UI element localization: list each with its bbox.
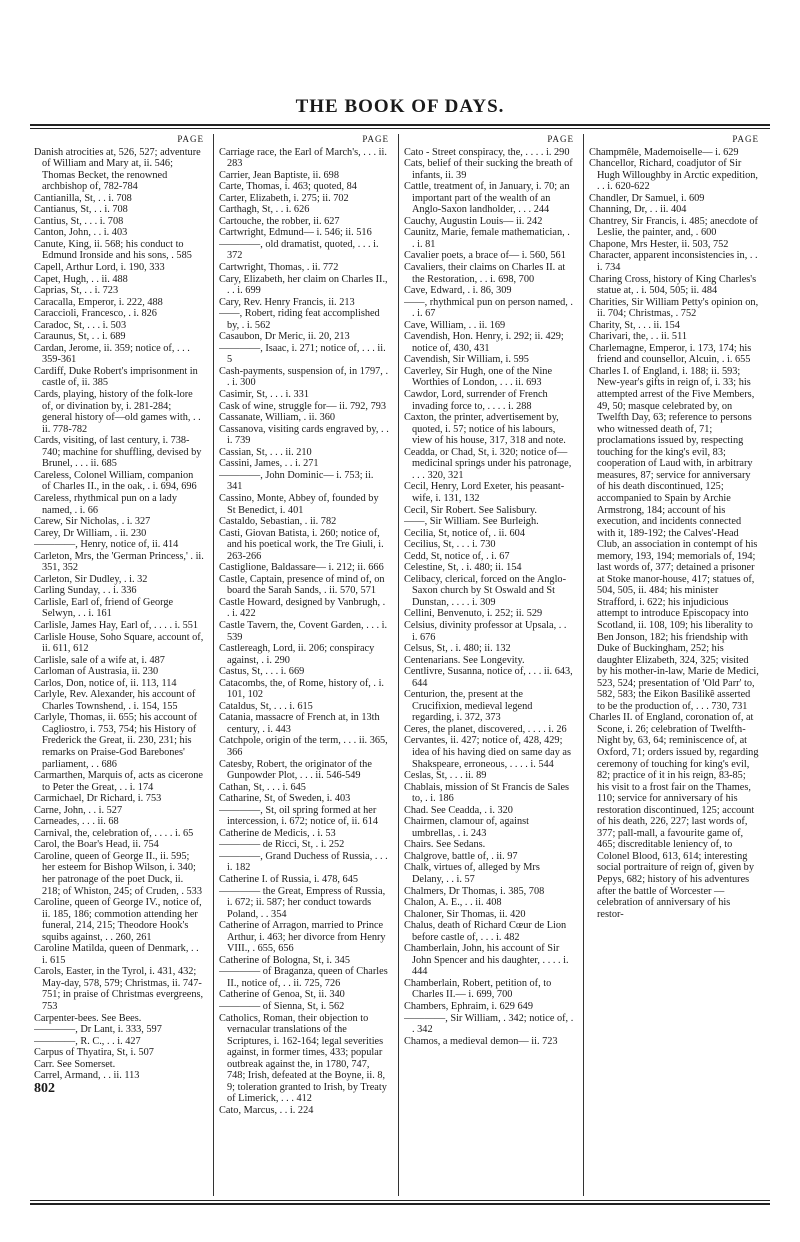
index-entry: Canton, John, . . i. 403: [34, 227, 128, 239]
index-entry: Centurion, the, present at the Crucifixion, medieval legend regarding, i. 372, 373: [404, 689, 533, 724]
index-entry: Carol, the Boar's Head, ii. 754: [34, 839, 159, 851]
index-entry: Cawdor, Lord, surrender of French invading force to, . . . . i. 288: [404, 389, 548, 412]
index-entry: Castaldo, Sebastian, . ii. 782: [219, 516, 337, 528]
index-entry: Carlyle, Thomas, ii. 655; his account of Cagliostro, i. 753, 754; his History of Frederick the Great, ii. 230, 231; his remarks on Praise-God Barebones' parliament, . . 686: [34, 712, 198, 770]
index-entry: Carpus of Thyatira, St, i. 507: [34, 1047, 154, 1059]
index-entry: Chairs. See Sedans.: [404, 839, 486, 851]
index-entry: Carthagh, St, . . i. 626: [219, 204, 310, 216]
index-entry: Cary, Rev. Henry Francis, ii. 213: [219, 296, 355, 308]
index-entry: Cash-payments, suspension of, in 1797, . . i. 300: [219, 365, 389, 389]
index-entry: Chancellor, Richard, coadjutor of Sir Hugh Willoughby in Arctic expedition, . . i. 620-622: [589, 158, 758, 193]
index-entry: Canute, King, ii. 568; his conduct to Edmund Ironside and his sons, . 585: [34, 238, 192, 262]
index-entry: Cantius, St, . . . i. 708: [34, 215, 124, 227]
index-entry: Chamberlain, Robert, petition of, to Charles II.— i. 699, 700: [404, 977, 552, 1001]
index-entry: Cave, William, . . ii. 169: [404, 319, 506, 331]
index-entry: Cato, Marcus, . . i. 224: [219, 1104, 314, 1116]
index-entry: Caraccioli, Francesco, . i. 826: [34, 308, 157, 320]
footer-rule-thin: [30, 1200, 770, 1201]
index-entry: Chablais, mission of St Francis de Sales to, . i. 186: [404, 781, 570, 805]
index-entry: Carling Sunday, . . i. 336: [34, 585, 137, 597]
index-entry: Charities, Sir William Petty's opinion on, ii. 704; Christmas, . 752: [589, 296, 759, 320]
index-entry: Cask of wine, struggle for— ii. 792, 793: [219, 400, 387, 412]
page-label: PAGE: [362, 134, 389, 144]
index-entry: Cataldus, St, . . . i. 615: [219, 700, 313, 712]
index-entry: Casaubon, Dr Meric, ii. 20, 213: [219, 331, 350, 343]
index-entry: ——, Robert, riding feat accomplished by, . i. 562: [219, 308, 380, 331]
index-entry: ————, old dramatist, quoted, . . . i. 372: [219, 238, 379, 262]
index-entry: Cavaliers, their claims on Charles II. at the Restoration, . . i. 698, 700: [404, 262, 566, 285]
index-entry: ———— of Sienna, St, i. 562: [219, 1001, 345, 1013]
index-entry: Cave, Edward, . i. 86, 309: [404, 285, 512, 297]
index-entry: Cassanova, visiting cards engraved by, . . i. 739: [219, 423, 389, 447]
index-entry: Careless, Colonel William, companion of Charles II., in the oak, . i. 694, 696: [34, 469, 197, 493]
index-column-3: [404, 134, 574, 1196]
index-entry: Carlisle, sale of a wife at, i. 487: [34, 654, 165, 666]
page-label: PAGE: [547, 134, 574, 144]
index-entry: Cavendish, Sir William, i. 595: [404, 354, 529, 366]
index-entry: Chamos, a medieval demon— ii. 723: [404, 1035, 558, 1047]
index-entry: Carriage race, the Earl of March's, . . . ii. 283: [219, 146, 387, 170]
index-entry: Chad. See Ceadda, . i. 320: [404, 804, 513, 816]
index-entry: Castle, Captain, presence of mind of, on board the Sarah Sands, . ii. 570, 571: [219, 573, 385, 597]
index-entry: Cervantes, ii. 427; notice of, 428, 429; idea of his having died on same day as Shakspeare, erroneous, . . . . i. 544: [404, 735, 571, 770]
index-entry: Castle Tavern, the, Covent Garden, . . . i. 539: [219, 619, 388, 643]
index-entry: Carloman of Austrasia, ii. 230: [34, 666, 159, 678]
footer-rule: [30, 1203, 770, 1205]
index-entry: Chalus, death of Richard Cœur de Lion before castle of, . . . i. 482: [404, 920, 567, 943]
index-entry: Caroline, queen of George IV., notice of, ii. 185, 186; commotion attending her funeral, 214, 215; Theodore Hook's squibs against, . . 260, 261: [34, 897, 202, 943]
header-rule: [30, 124, 770, 126]
index-entry: Chantrey, Sir Francis, i. 485; anecdote of Leslie, the painter, and, . 600: [589, 215, 758, 239]
index-entry: Cardiff, Duke Robert's imprisonment in castle of, ii. 385: [34, 365, 198, 389]
index-entry: Charivari, the, . . ii. 511: [589, 331, 687, 343]
index-entry: Casimir, St, . . . i. 331: [219, 389, 309, 401]
index-entry: Chapone, Mrs Hester, ii. 503, 752: [589, 238, 729, 250]
index-entry: Champmêle, Mademoiselle— i. 629: [589, 146, 739, 158]
index-entry: ————, St, oil spring formed at her intercession, i. 672; notice of, ii. 614: [219, 804, 378, 828]
index-entry: Celsius, divinity professor at Upsala, . . i. 676: [404, 619, 567, 643]
index-entry: Cavalier poets, a brace of— i. 560, 561: [404, 250, 566, 262]
column-divider: [398, 134, 399, 1196]
index-entry: Capell, Arthur Lord, i. 190, 333: [34, 262, 165, 274]
index-entry: Cathan, St, . . . i. 645: [219, 781, 306, 793]
index-entry: Cats, belief of their sucking the breath of infants, ii. 39: [404, 158, 573, 181]
index-entry: Character, apparent inconsistencies in, . . i. 734: [589, 250, 758, 274]
index-entry: Carneades, . . . ii. 68: [34, 816, 119, 828]
index-entry: Careless, rhythmical pun on a lady named, . i. 66: [34, 492, 177, 516]
index-entry: Cauchy, Augustin Louis— ii. 242: [404, 215, 543, 227]
index-entry: Cartwright, Thomas, . ii. 772: [219, 262, 339, 274]
index-entry: Charity, St, . . . ii. 154: [589, 319, 680, 331]
index-entry: Cecil, Henry, Lord Exeter, his peasant-wife, i. 131, 132: [404, 481, 565, 504]
index-entry: Cartouche, the robber, ii. 627: [219, 215, 340, 227]
index-entry: Cantianilla, St, . . i. 708: [34, 192, 132, 204]
index-entry: Caprias, St, . . i. 723: [34, 285, 119, 297]
index-entry: Channing, Dr, . . ii. 404: [589, 204, 687, 216]
index-entry: Carmichael, Dr Richard, i. 753: [34, 793, 162, 805]
index-entry: Catesby, Robert, the originator of the Gunpowder Plot, . . . ii. 546-549: [219, 758, 372, 782]
index-entry: ———— de Ricci, St, . i. 252: [219, 839, 345, 851]
index-entry: Chalgrove, battle of, . ii. 97: [404, 850, 518, 862]
index-entry: Chairmen, clamour of, against umbrellas, . i. 243: [404, 816, 529, 839]
index-entry: Capet, Hugh, . . ii. 488: [34, 273, 128, 285]
index-entry: Carte, Thomas, i. 463; quoted, 84: [219, 181, 357, 193]
index-entry: ——, Sir William. See Burleigh.: [404, 516, 539, 528]
index-entry: Carnival, the, celebration of, . . . . i. 65: [34, 827, 194, 839]
index-entry: Ceslas, St, . . . ii. 89: [404, 770, 487, 782]
index-entry: Cattle, treatment of, in January, i. 70; an important part of the wealth of an Anglo-Saxon landholder, . . . 244: [404, 181, 570, 216]
index-entry: Celibacy, clerical, forced on the Anglo-Saxon church by St Oswald and St Dunstan, . . . . i. 309: [404, 573, 567, 608]
index-entry: Cantianus, St, . . i. 708: [34, 204, 128, 216]
column-divider: [583, 134, 584, 1196]
page-number: 802: [34, 1080, 55, 1096]
index-entry: Charles II. of England, coronation of, at Scone, i. 26; celebration of Twelfth-Night by, 63, 64; reminiscence of, at Oxford, 71; orders issued by, regarding ceremony of touching for king's evil, 82; practice of it in his reign, 83-85; his visit to a frost fair on the Thames, 110; service for anniversary of his restoration discontinued, 125; account of his death, 226, 227; last words of, 377; pall-mall, a favourite game of, 465; discreditable leniency of, to Colonel Blood, 613, 614; interesting social portraiture of reign of, given by Pepys, 682; history of his adventures after the battle of Worcester — celebration of anniversary of his restor-: [589, 712, 759, 920]
index-entry: ————, Dr Lant, i. 333, 597: [34, 1024, 162, 1036]
index-entry: Cellini, Benvenuto, i. 252; ii. 529: [404, 608, 543, 620]
index-entry: ——, rhythmical pun on person named, . . i. 67: [404, 296, 574, 320]
index-entry: Centenarians. See Longevity.: [404, 654, 525, 666]
index-entry: Castiglione, Baldassare— i. 212; ii. 666: [219, 562, 384, 574]
index-entry: Catherine I. of Russia, i. 478, 645: [219, 874, 358, 885]
index-entry: Cavendish, Hon. Henry, i. 292; ii. 429; notice of, 430, 431: [404, 331, 564, 354]
index-entry: Carlos, Don, notice of, ii. 113, 114: [34, 677, 177, 689]
index-entry: Caraunus, St, . . i. 689: [34, 331, 126, 343]
page-label: PAGE: [177, 134, 204, 144]
index-entry: Centlivre, Susanna, notice of, . . . ii. 643, 644: [404, 666, 573, 689]
index-entry: Chambers, Ephraim, i. 629 649: [404, 1001, 533, 1013]
index-entry: Carrier, Jean Baptiste, ii. 698: [219, 169, 339, 181]
index-entry: Caracalla, Emperor, i. 222, 488: [34, 296, 163, 308]
index-entry: Cary, Elizabeth, her claim on Charles II., . . i. 699: [219, 273, 388, 297]
index-entry: Cecil, Sir Robert. See Salisbury.: [404, 504, 537, 516]
column-divider: [213, 134, 214, 1196]
index-entry: Cecilia, St, notice of, . ii. 604: [404, 527, 525, 539]
index-entry: Carleton, Sir Dudley, . i. 32: [34, 573, 148, 585]
index-entry: Cassino, Monte, Abbey of, founded by St Benedict, i. 401: [219, 492, 379, 516]
index-entry: Cassian, St, . . . ii. 210: [219, 446, 312, 458]
index-entry: Charing Cross, history of King Charles's statue at, . i. 504, 505; ii. 484: [589, 273, 757, 297]
index-entry: Cards, playing, history of the folk-lore of, or divination by, i. 281-284; general history of—old games with, . . ii. 778-782: [34, 389, 201, 435]
index-entry: Carew, Sir Nicholas, . i. 327: [34, 516, 151, 528]
index-entry: Caradoc, St, . . . i. 503: [34, 319, 127, 331]
index-entry: Chamberlain, John, his account of Sir John Spencer and his daughter, . . . . i. 444: [404, 943, 569, 978]
index-entry: Carlisle, James Hay, Earl of, . . . . i. 551: [34, 619, 199, 631]
index-entry: Caxton, the printer, advertisement by, quoted, i. 57; notice of his labours, view of his house, 317, 318 and note.: [404, 412, 566, 447]
index-entry: Carter, Elizabeth, i. 275; ii. 702: [219, 192, 349, 204]
index-entry: Carlisle House, Soho Square, account of, ii. 611, 612: [34, 631, 204, 655]
index-entry: Cards, visiting, of last century, i. 738-740; machine for shuffling, devised by Brunel, . . . ii. 685: [34, 435, 202, 470]
index-entry: Carpenter-bees. See Bees.: [34, 1012, 142, 1024]
running-title: THE BOOK OF DAYS.: [295, 96, 505, 117]
index-entry: Catholics, Roman, their objection to vernacular translations of the Scriptures, i. 162-164; legal severities against, in former times, 433; popular outbreak against the, in 1780, 747, 748; Irish, defeated at the Boyne, ii. 8, 9; toleration granted to Irish, by Treaty of Limerick, . . . 412: [219, 1012, 387, 1105]
index-entry: Catania, massacre of French at, in 13th century, . i. 443: [219, 712, 380, 735]
index-entry: Cato - Street conspiracy, the, . . . . i. 290: [404, 146, 570, 158]
index-entry: Chalmers, Dr Thomas, i. 385, 708: [404, 885, 545, 897]
index-entry: Caroline Matilda, queen of Denmark, . . i. 615: [34, 943, 199, 966]
index-entry: Ceadda, or Chad, St, i. 320; notice of—medicinal springs under his patronage, . . . 320, 321: [404, 446, 572, 481]
index-entry: Carlyle, Rev. Alexander, his account of Charles Townshend, . i. 154, 155: [34, 689, 196, 712]
index-entry: Cedd, St, notice of, . i. 67: [404, 550, 510, 562]
index-entry: ————, Isaac, i. 271; notice of, . . . ii. 5: [219, 342, 386, 366]
index-entry: Charlemagne, Emperor, i. 173, 174; his friend and counsellor, Alcuin, . i. 655: [589, 342, 752, 366]
index-entry: Catherine of Arragon, married to Prince Arthur, i. 463; her divorce from Henry VIII., . 655, 656: [219, 920, 386, 955]
index-entry: ————, Henry, notice of, ii. 414: [34, 539, 179, 551]
index-entry: Cardan, Jerome, ii. 359; notice of, . . . 359-361: [34, 342, 190, 366]
index-entry: Charles I. of England, i. 188; ii. 593; New-year's gifts in reign of, i. 33; his attempted arrest of the Five Members, 49, 50; masque celebrated by, on Twelfth Day, 63; reference to persons who witnessed death of, 71; proclamations issued by, respecting touching for the king's evil, 83; cooperation of Laud with, in arbitrary measures, 87; service for anniversary of his death discontinued, 125; accompanied to Spain by Archie Armstrong, 184; account of his execution, and incidents connected with it, 189-192; the Calves'-Head Club, an association in contempt of his memory, 193, 194; memorials of, 194; last words of, 377; detained a prisoner at Stoke manor-house, 417; statues of, 504, 505, ii. 484; his minister Strafford, i. 622; his injudicious attempt to introduce Episcopacy into Scotland, ii. 108, 109; his liberality to Ben Jonson, 182; his friendship with Duke of Buckingham, 252; his daughter Elizabeth, 324, 325; visited by his mother-in-law, Marie de Medici, 523, 524; presentation of 'Old Parr' to, 582, 583; the Eikon Basilikê asserted to be the production of, . . . 730, 731: [589, 365, 759, 712]
page-label: PAGE: [732, 134, 759, 144]
index-entry: Celestine, St, . i. 480; ii. 154: [404, 562, 522, 574]
index-entry: ————, R. C., . . i. 427: [34, 1035, 141, 1047]
index-entry: Carleton, Mrs, the 'German Princess,' . ii. 351, 352: [34, 550, 204, 574]
index-entry: Cassini, James, . . i. 271: [219, 458, 319, 470]
index-column-1: [34, 134, 204, 1196]
index-entry: Castlereagh, Lord, ii. 206; conspiracy against, . i. 290: [219, 643, 375, 666]
index-column-2: [219, 134, 389, 1196]
index-entry: Catherine de Medicis, . i. 53: [219, 827, 336, 839]
index-entry: Chandler, Dr Samuel, i. 609: [589, 192, 705, 204]
index-entry: Casti, Giovan Batista, i. 260; notice of, and his poetical work, the Tre Giuli, i. 263-266: [219, 527, 384, 562]
index-entry: Chaloner, Sir Thomas, ii. 420: [404, 908, 526, 920]
index-entry: Ceres, the planet, discovered, . . . . i. 26: [404, 723, 567, 735]
index-entry: ————, Sir William, . 342; notice of, . . 342: [404, 1012, 574, 1036]
index-entry: Carrel, Armand, . . ii. 113: [34, 1070, 140, 1082]
index-entry: Catchpole, origin of the term, . . . ii. 365, 366: [219, 735, 388, 758]
index-entry: Carey, Dr William, . ii. 230: [34, 527, 147, 539]
index-entry: Carne, John, . . i. 527: [34, 804, 123, 816]
index-entry: Carols, Easter, in the Tyrol, i. 431, 432; May-day, 578, 579; Christmas, ii. 747-751; in praise of Christmas evergreens, 753: [34, 966, 204, 1013]
index-entry: Carr. See Somerset.: [34, 1058, 116, 1070]
index-entry: Carmarthen, Marquis of, acts as cicerone to Peter the Great, . . i. 174: [34, 770, 203, 793]
index-entry: Cassanate, William, . ii. 360: [219, 412, 336, 424]
index-entry: Celsus, St, . i. 480; ii. 132: [404, 643, 511, 655]
index-entry: Carlisle, Earl of, friend of George Selwyn, . . i. 161: [34, 596, 174, 620]
header-rule-thin: [30, 128, 770, 129]
index-entry: Castus, St, . . . i. 669: [219, 666, 305, 678]
index-entry: Cartwright, Edmund— i. 546; ii. 516: [219, 227, 372, 239]
index-entry: Cecilius, St, . . . i. 730: [404, 539, 496, 551]
index-entry: Caroline, queen of George II., ii. 595; her esteem for Bishop Wilson, i. 340; her patronage of the poet Duck, ii. 218; of Whiston, 245; of Cruden, . 533: [34, 850, 202, 897]
index-entry: Danish atrocities at, 526, 527; adventure of William and Mary at, ii. 546; Thomas Becket, the renowned archbishop of, 782-784: [34, 146, 201, 193]
index-entry: Castle Howard, designed by Vanbrugh, . . i. 422: [219, 596, 386, 620]
index-entry: ————, Grand Duchess of Russia, . . . i. 182: [219, 850, 388, 874]
index-entry: Catharine, St, of Sweden, i. 403: [219, 793, 351, 805]
index-entry: Caunitz, Marie, female mathematician, . . i. 81: [404, 227, 570, 250]
index-column-4: [589, 134, 759, 1196]
index-entry: Chalon, A. E., . . ii. 408: [404, 897, 502, 909]
index-entry: Catacombs, the, of Rome, history of, . i. 101, 102: [219, 677, 385, 701]
index-entry: Chalk, virtues of, alleged by Mrs Delany, . . i. 57: [404, 862, 540, 885]
index-entry: Caverley, Sir Hugh, one of the Nine Worthies of London, . . . ii. 693: [404, 365, 553, 389]
index-entry: ———— of Braganza, queen of Charles II., notice of, . . ii. 725, 726: [219, 966, 388, 989]
index-entry: ———— the Great, Empress of Russia, i. 672; ii. 587; her conduct towards Poland, . . 354: [219, 885, 386, 920]
index-entry: Catherine of Bologna, St, i. 345: [219, 954, 350, 966]
index-entry: Catherine of Genoa, St, ii. 340: [219, 989, 345, 1001]
index-entry: ————, John Dominic— i. 753; ii. 341: [219, 469, 374, 493]
